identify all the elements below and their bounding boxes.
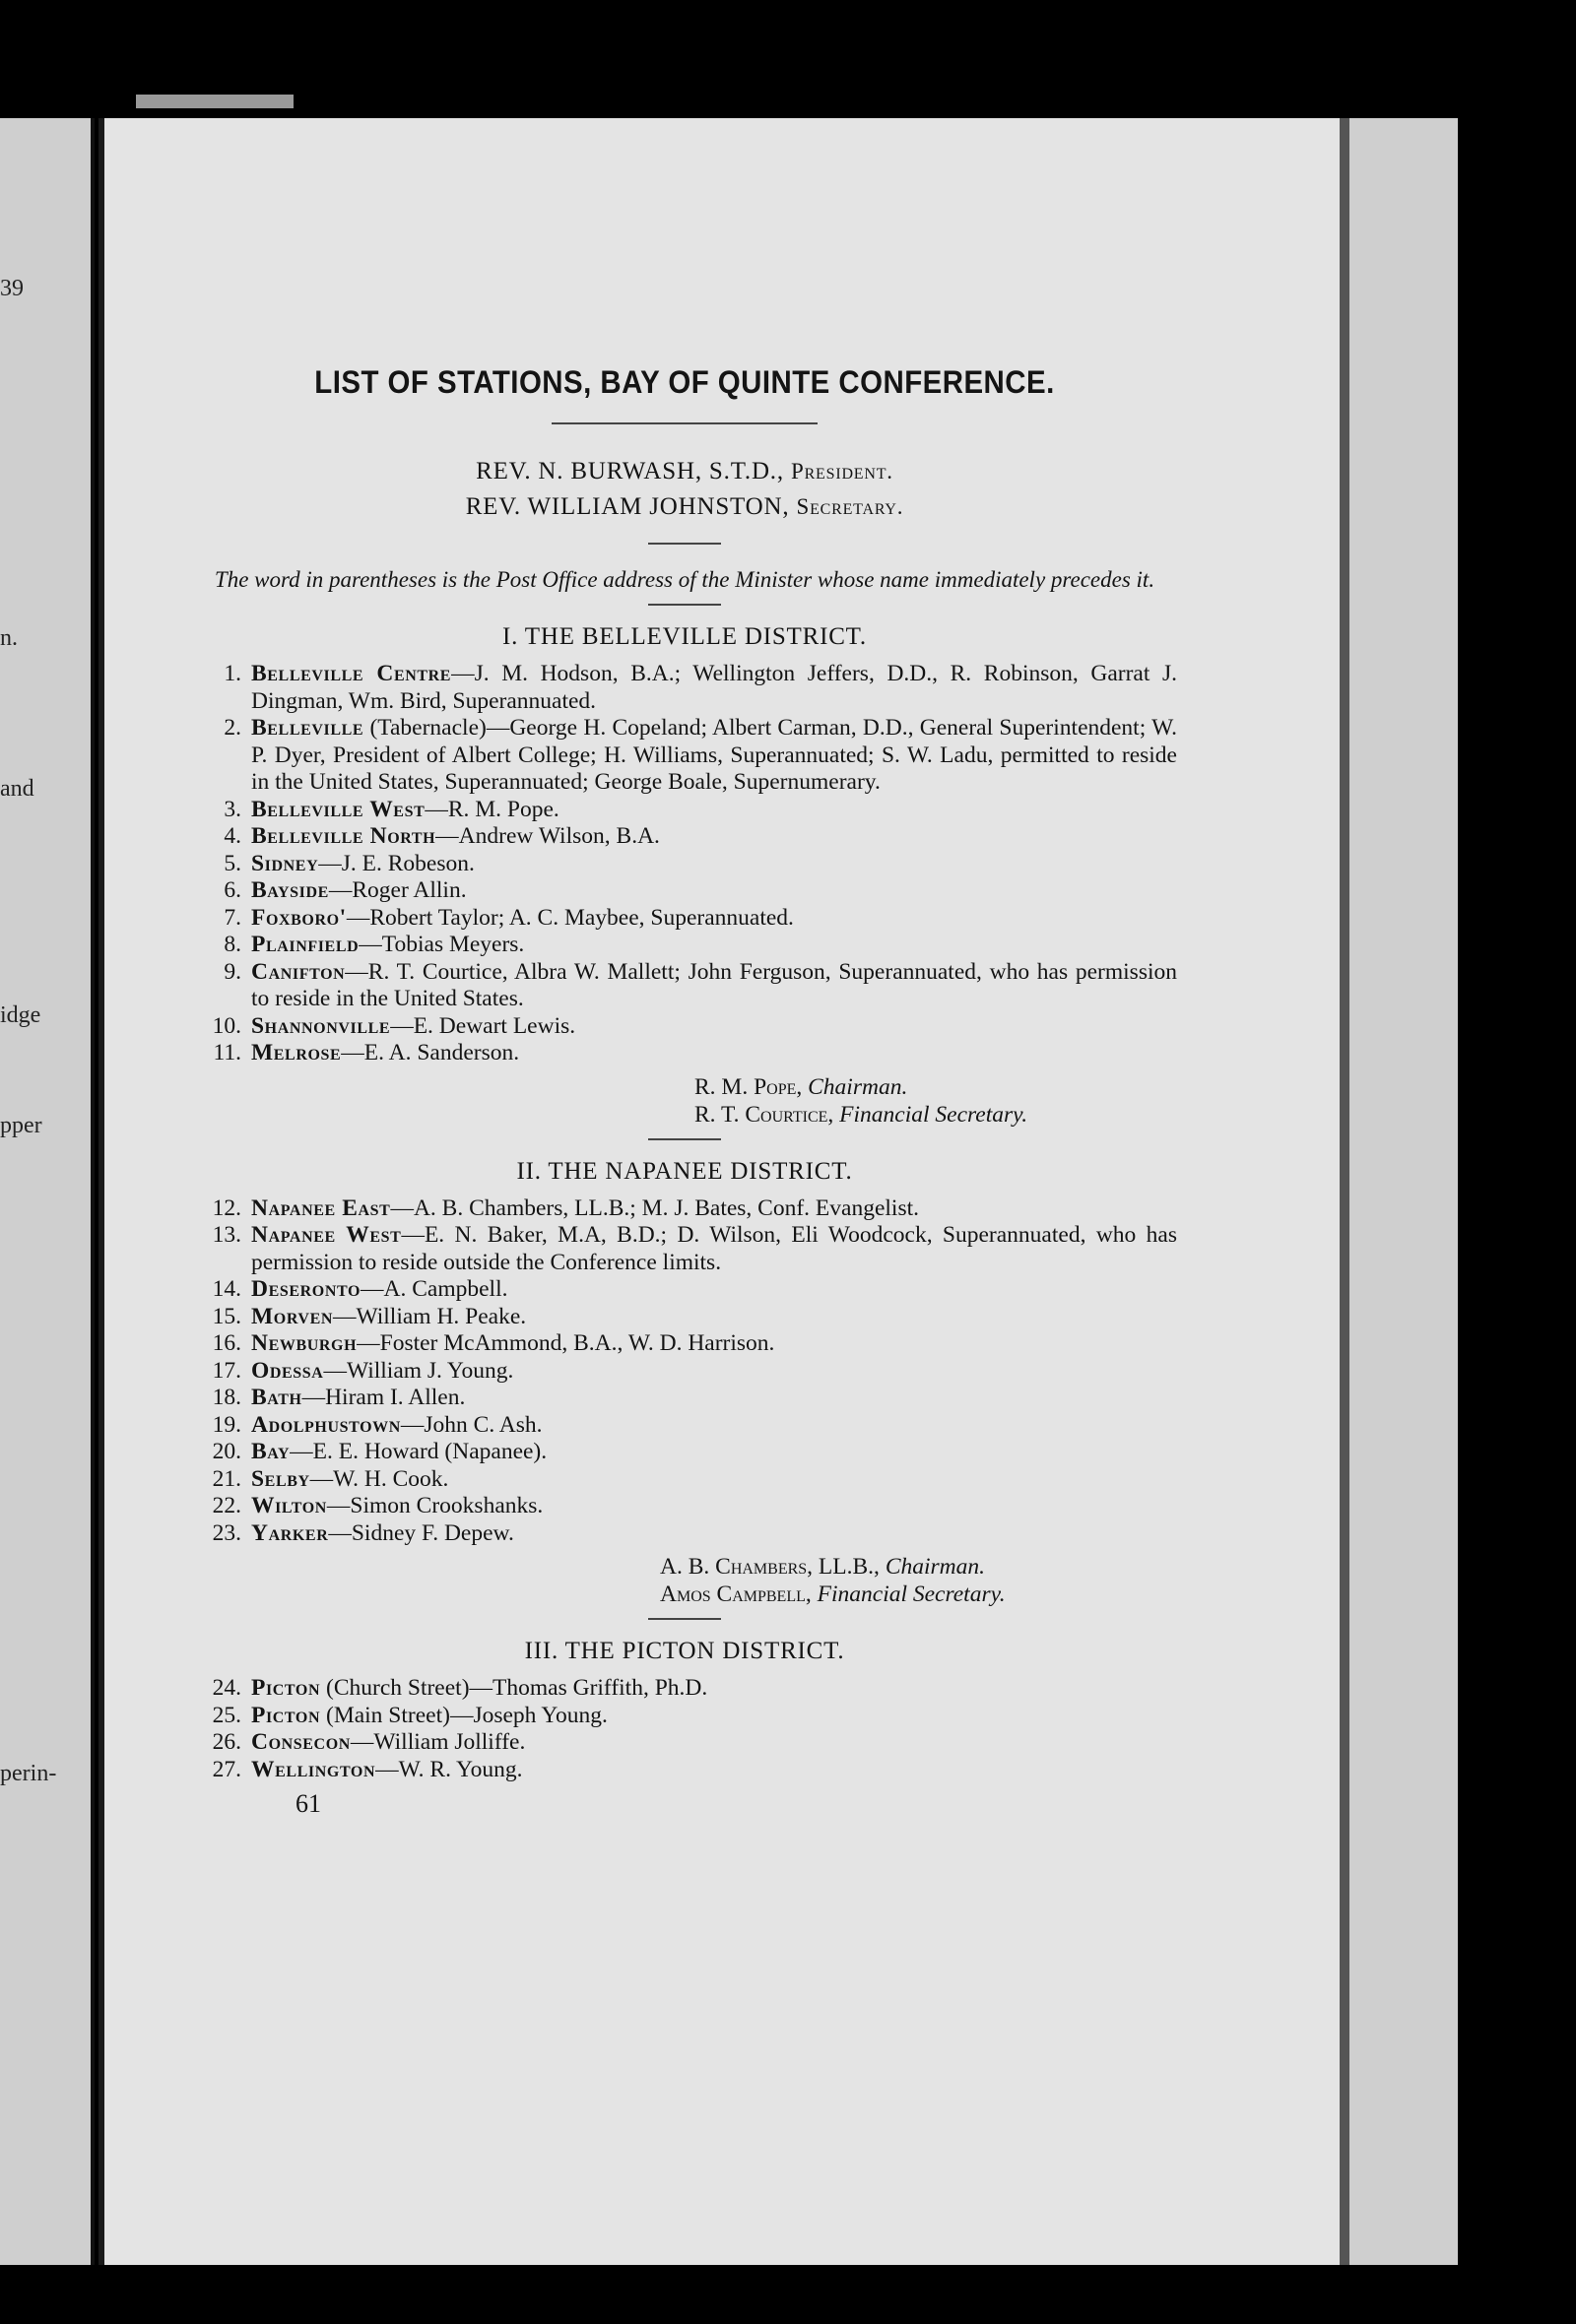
entry-text bbox=[251, 1385, 1177, 1412]
entry-number: 14. bbox=[212, 1276, 241, 1302]
chairman-line bbox=[694, 1073, 1177, 1101]
entry-details: (Tabernacle)—George H. Copeland; Albert Carman, D.D., General Superintendent; W. P. Dyer, President of Albert College; H. Williams, Superannuated; S. W. Ladu, permitted to reside in the United States, Superannuated; George Boale, Supernumerary. bbox=[251, 715, 1177, 795]
page-content bbox=[192, 364, 1177, 1819]
officer-name: A. B. Chambers, LL.B., bbox=[660, 1554, 880, 1580]
chairman-line bbox=[660, 1553, 1177, 1581]
entry-text bbox=[251, 1466, 1177, 1494]
facing-page-text: 39 bbox=[0, 276, 24, 301]
entry-details: —A. B. Chambers, LL.B.; M. J. Bates, Conf. Evangelist. bbox=[390, 1194, 919, 1221]
station-entry bbox=[192, 1729, 1177, 1757]
station-name: Melrose bbox=[251, 1040, 342, 1065]
entry-details: —E. A. Sanderson. bbox=[341, 1040, 520, 1065]
station-name: Adolphustown bbox=[251, 1411, 401, 1438]
page-title: LIST OF STATIONS, BAY OF QUINTE CONFERENCE. bbox=[314, 364, 1055, 400]
entry-number: 15. bbox=[212, 1303, 241, 1329]
entry-number: 19. bbox=[212, 1411, 241, 1438]
facing-page-text: pper bbox=[0, 1113, 42, 1138]
district-officers bbox=[192, 1553, 1177, 1608]
station-name: Canifton bbox=[251, 958, 346, 985]
officer-name: Amos Campbell, bbox=[660, 1582, 812, 1607]
officer-role: Secretary. bbox=[796, 494, 904, 519]
station-entry bbox=[192, 1439, 1177, 1466]
entry-details: —Andrew Wilson, B.A. bbox=[435, 823, 660, 849]
station-entry bbox=[192, 1385, 1177, 1412]
entry-details: —R. M. Pope. bbox=[425, 796, 559, 822]
entry-details: —R. T. Courtice, Albra W. Mallett; John Ferguson, Superannuated, who has permission to reside in the United States. bbox=[251, 958, 1177, 1011]
station-entry bbox=[192, 905, 1177, 933]
station-list bbox=[192, 1195, 1177, 1548]
page-margin-right bbox=[1349, 118, 1458, 2265]
entry-number: 24. bbox=[212, 1675, 241, 1701]
station-name: Foxboro' bbox=[251, 904, 347, 931]
station-entry bbox=[192, 877, 1177, 905]
entry-number: 9. bbox=[224, 958, 241, 985]
entry-text bbox=[251, 1493, 1177, 1520]
officer-role: Financial Secretary. bbox=[839, 1101, 1028, 1128]
station-name: Bayside bbox=[251, 877, 329, 903]
entry-number: 20. bbox=[212, 1439, 241, 1464]
station-name: Wellington bbox=[251, 1756, 376, 1782]
station-name: Newburgh bbox=[251, 1330, 358, 1356]
entry-details: —E. N. Baker, M.A, B.D.; D. Wilson, Eli Woodcock, Superannuated, who has permission to reside outside the Conference limits. bbox=[251, 1222, 1177, 1275]
page-gutter bbox=[1340, 118, 1349, 2265]
station-entry bbox=[192, 1493, 1177, 1520]
entry-text bbox=[251, 932, 1177, 959]
facing-page-fragment bbox=[0, 118, 95, 2265]
page-number: 61 bbox=[296, 1789, 321, 1818]
district-title: II. THE NAPANEE DISTRICT. bbox=[516, 1157, 853, 1185]
station-entry bbox=[192, 1304, 1177, 1331]
entry-number: 2. bbox=[224, 715, 241, 741]
entry-text bbox=[251, 959, 1177, 1013]
officer-name: REV. N. BURWASH, S.T.D., bbox=[476, 458, 784, 484]
entry-number: 3. bbox=[224, 796, 241, 822]
entry-details: —Roger Allin. bbox=[328, 877, 467, 903]
station-entry bbox=[192, 1330, 1177, 1358]
station-name: Shannonville bbox=[251, 1012, 391, 1039]
station-entry bbox=[192, 797, 1177, 824]
entry-text bbox=[251, 1013, 1177, 1041]
station-entry bbox=[192, 851, 1177, 878]
entry-number: 8. bbox=[224, 932, 241, 957]
entry-number: 23. bbox=[212, 1519, 241, 1546]
section-divider bbox=[648, 604, 721, 606]
scan-artifact bbox=[136, 95, 294, 108]
station-name: Belleville West bbox=[251, 796, 426, 822]
entry-text bbox=[251, 1703, 1177, 1730]
station-entry bbox=[192, 1757, 1177, 1784]
section-divider bbox=[648, 1138, 721, 1140]
entry-details: —W. H. Cook. bbox=[309, 1465, 449, 1492]
district-napanee bbox=[192, 1158, 1177, 1609]
entry-details: (Church Street)—Thomas Griffith, Ph.D. bbox=[320, 1675, 708, 1701]
entry-text bbox=[251, 1358, 1177, 1386]
entry-text bbox=[251, 823, 1177, 851]
district-title: III. THE PICTON DISTRICT. bbox=[524, 1638, 845, 1664]
station-name: Selby bbox=[251, 1465, 310, 1492]
entry-number: 10. bbox=[212, 1012, 241, 1039]
station-name: Consecon bbox=[251, 1729, 351, 1755]
officer-name: R. M. Pope, bbox=[694, 1073, 803, 1100]
district-belleville bbox=[192, 623, 1177, 1129]
district-picton bbox=[192, 1638, 1177, 1783]
entry-text bbox=[251, 1276, 1177, 1304]
entry-number: 26. bbox=[212, 1729, 241, 1755]
officer-name: R. T. Courtice, bbox=[694, 1101, 834, 1128]
entry-details: —Simon Crookshanks. bbox=[326, 1493, 544, 1518]
station-entry bbox=[192, 1703, 1177, 1730]
officer-role: Financial Secretary. bbox=[817, 1582, 1006, 1607]
entry-details: —William Jolliffe. bbox=[350, 1729, 526, 1755]
station-name: Belleville North bbox=[251, 823, 436, 849]
station-name: Bath bbox=[251, 1385, 302, 1410]
station-entry bbox=[192, 959, 1177, 1013]
entry-number: 11. bbox=[213, 1040, 241, 1065]
entry-text bbox=[251, 1729, 1177, 1757]
entry-details: —Robert Taylor; A. C. Maybee, Superannuated. bbox=[346, 904, 794, 931]
station-name: Odessa bbox=[251, 1357, 324, 1384]
section-divider bbox=[648, 543, 721, 545]
station-name: Bay bbox=[251, 1439, 291, 1464]
station-name: Plainfield bbox=[251, 932, 360, 957]
district-officers bbox=[192, 1073, 1177, 1129]
station-list bbox=[192, 1675, 1177, 1783]
entry-text bbox=[251, 851, 1177, 878]
entry-text bbox=[251, 1757, 1177, 1784]
station-entry bbox=[192, 1222, 1177, 1276]
entry-number: 17. bbox=[212, 1357, 241, 1384]
entry-details: —J. E. Robeson. bbox=[318, 850, 475, 876]
entry-text bbox=[251, 877, 1177, 905]
facing-page-text: perin- bbox=[0, 1761, 57, 1786]
entry-number: 4. bbox=[224, 823, 241, 849]
station-entry bbox=[192, 1040, 1177, 1067]
station-list bbox=[192, 661, 1177, 1067]
entry-details: —Hiram I. Allen. bbox=[301, 1385, 466, 1410]
entry-text bbox=[251, 905, 1177, 933]
station-entry bbox=[192, 1195, 1177, 1223]
station-name: Deseronto bbox=[251, 1276, 361, 1302]
station-entry bbox=[192, 932, 1177, 959]
entry-number: 27. bbox=[212, 1756, 241, 1782]
facing-page-text: and bbox=[0, 776, 34, 802]
entry-text bbox=[251, 797, 1177, 824]
facing-page-text: idge bbox=[0, 1002, 41, 1028]
entry-details: —John C. Ash. bbox=[400, 1411, 543, 1438]
officer-role: Chairman. bbox=[808, 1073, 908, 1100]
station-entry bbox=[192, 715, 1177, 797]
district-title: I. THE BELLEVILLE DISTRICT. bbox=[502, 623, 867, 650]
station-name: Picton bbox=[251, 1675, 321, 1701]
station-entry bbox=[192, 661, 1177, 715]
entry-details: —William J. Young. bbox=[323, 1357, 514, 1384]
station-entry bbox=[192, 1520, 1177, 1548]
entry-details: —Tobias Meyers. bbox=[359, 932, 525, 957]
station-name: Sidney bbox=[251, 850, 319, 876]
entry-number: 13. bbox=[212, 1222, 241, 1248]
entry-text bbox=[251, 1330, 1177, 1358]
station-name: Belleville Centre bbox=[251, 661, 452, 686]
station-entry bbox=[192, 1276, 1177, 1304]
station-name: Morven bbox=[251, 1303, 333, 1329]
entry-number: 7. bbox=[224, 904, 241, 931]
section-divider bbox=[648, 1618, 721, 1620]
entry-text bbox=[251, 1195, 1177, 1223]
station-name: Yarker bbox=[251, 1519, 329, 1546]
entry-text bbox=[251, 1520, 1177, 1548]
entry-number: 6. bbox=[224, 877, 241, 903]
president-line bbox=[192, 454, 1177, 489]
entry-number: 1. bbox=[224, 661, 241, 686]
entry-details: —Sidney F. Depew. bbox=[328, 1519, 514, 1546]
station-entry bbox=[192, 823, 1177, 851]
station-entry bbox=[192, 1675, 1177, 1703]
officer-role: President. bbox=[790, 459, 893, 484]
entry-text bbox=[251, 1304, 1177, 1331]
entry-number: 5. bbox=[224, 850, 241, 876]
entry-details: —J. M. Hodson, B.A.; Wellington Jeffers, D.D., R. Robinson, Garrat J. Dingman, Wm. Bird, Superannuated. bbox=[251, 661, 1177, 714]
station-name: Wilton bbox=[251, 1493, 327, 1518]
officer-role: Chairman. bbox=[885, 1554, 986, 1580]
officer-name: REV. WILLIAM JOHNSTON, bbox=[465, 493, 790, 520]
station-entry bbox=[192, 1013, 1177, 1041]
entry-details: —W. R. Young. bbox=[375, 1756, 523, 1782]
entry-text bbox=[251, 1222, 1177, 1276]
entry-details: —William H. Peake. bbox=[333, 1303, 527, 1329]
station-name: Napanee West bbox=[251, 1222, 402, 1248]
entry-number: 22. bbox=[212, 1493, 241, 1518]
financial-secretary-line bbox=[660, 1581, 1177, 1608]
entry-text bbox=[251, 661, 1177, 715]
station-name: Picton bbox=[251, 1702, 321, 1728]
entry-number: 21. bbox=[212, 1465, 241, 1492]
entry-number: 25. bbox=[212, 1702, 241, 1728]
entry-details: (Main Street)—Joseph Young. bbox=[320, 1702, 608, 1728]
entry-details: —E. Dewart Lewis. bbox=[390, 1012, 576, 1039]
station-entry bbox=[192, 1466, 1177, 1494]
entry-details: —A. Campbell. bbox=[361, 1276, 508, 1302]
entry-text bbox=[251, 1412, 1177, 1440]
entry-number: 16. bbox=[212, 1330, 241, 1356]
entry-details: —E. E. Howard (Napanee). bbox=[290, 1439, 548, 1464]
entry-text bbox=[251, 1439, 1177, 1466]
entry-text bbox=[251, 715, 1177, 797]
post-office-note: The word in parentheses is the Post Office address of the Minister whose name immediately precedes it. bbox=[214, 567, 1155, 592]
station-entry bbox=[192, 1412, 1177, 1440]
station-name: Belleville bbox=[251, 715, 364, 741]
station-name: Napanee East bbox=[251, 1194, 391, 1221]
entry-number: 18. bbox=[212, 1385, 241, 1410]
station-entry bbox=[192, 1358, 1177, 1386]
secretary-line bbox=[192, 489, 1177, 525]
entry-number: 12. bbox=[212, 1194, 241, 1221]
entry-details: —Foster McAmmond, B.A., W. D. Harrison. bbox=[357, 1330, 775, 1356]
entry-text bbox=[251, 1040, 1177, 1067]
financial-secretary-line bbox=[694, 1101, 1177, 1129]
facing-page-text: n. bbox=[0, 625, 18, 651]
entry-text bbox=[251, 1675, 1177, 1703]
title-divider bbox=[552, 422, 818, 424]
